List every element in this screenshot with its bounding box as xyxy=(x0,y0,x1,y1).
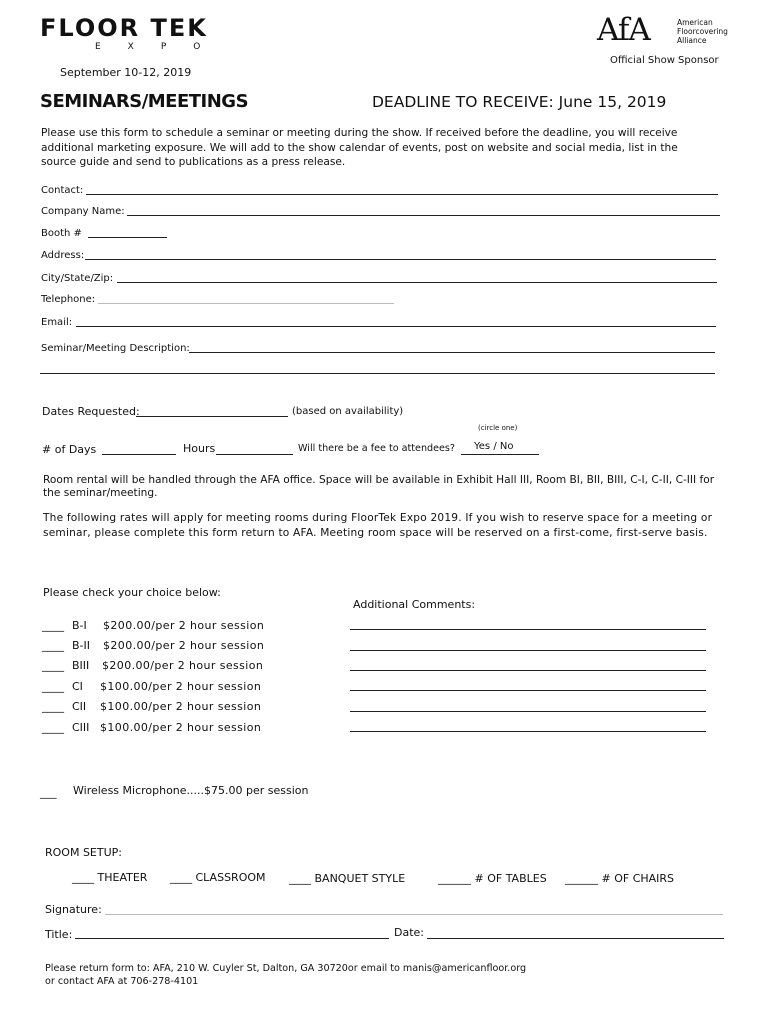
deadline: DEADLINE TO RECEIVE: June 15, 2019 xyxy=(372,93,667,111)
option-price: $100.00/per 2 hour session xyxy=(100,721,262,734)
dates-requested-label: Dates Requested: xyxy=(42,405,140,418)
official-sponsor-label: Official Show Sponsor xyxy=(610,55,719,66)
contact-label: Contact: xyxy=(41,185,84,196)
comments-line[interactable] xyxy=(350,711,706,712)
yes-no-underline xyxy=(461,454,539,455)
address-label: Address: xyxy=(41,250,85,261)
option-checkbox-blank[interactable]: ____ xyxy=(42,619,64,632)
intro-paragraph: Please use this form to schedule a seminar or meeting during the show. If received before the deadline, you will receive additional marketing exposure. We will add to the show calendar of events, post on website and social media, list in the source guide and send to publications as a press release. xyxy=(41,127,678,168)
choice-prompt: Please check your choice below: xyxy=(43,586,221,599)
fee-question: Will there be a fee to attendees? xyxy=(298,443,456,454)
afa-logo: AfA xyxy=(597,12,650,48)
contact-field[interactable] xyxy=(86,194,718,195)
option-checkbox-blank[interactable]: ____ xyxy=(42,639,64,652)
yes-no-choice[interactable]: Yes / No xyxy=(474,441,514,452)
microphone-option: Wireless Microphone.....$75.00 per session xyxy=(73,784,309,797)
circle-one-note: (circle one) xyxy=(478,424,518,432)
setup-classroom[interactable]: ____ CLASSROOM xyxy=(170,871,266,884)
setup-chairs[interactable]: ______ # OF CHAIRS xyxy=(565,872,675,885)
option-price: $200.00/per 2 hour session xyxy=(103,639,265,652)
num-days-label: # of Days xyxy=(42,443,97,456)
date-label: Date: xyxy=(394,926,424,939)
num-days-field[interactable] xyxy=(102,454,176,455)
floortek-logo: FLOOR TEK xyxy=(40,14,208,42)
date-field[interactable] xyxy=(427,938,724,939)
page-title: SEMINARS/MEETINGS xyxy=(40,91,249,112)
description-field-line-2[interactable] xyxy=(40,373,715,374)
option-code: CIII xyxy=(72,721,90,734)
footer-line-2: or contact AFA at 706-278-4101 xyxy=(45,976,199,987)
company-label: Company Name: xyxy=(41,206,125,217)
description-field[interactable] xyxy=(189,352,715,353)
option-checkbox-blank[interactable]: ____ xyxy=(42,680,64,693)
afa-logo-name: American Floorcovering Alliance xyxy=(677,18,728,45)
setup-theater[interactable]: ____ THEATER xyxy=(72,871,148,884)
signature-field[interactable] xyxy=(105,914,723,915)
comments-line[interactable] xyxy=(350,629,706,630)
dates-requested-field[interactable] xyxy=(136,416,288,417)
option-price: $100.00/per 2 hour session xyxy=(100,680,262,693)
additional-comments-label: Additional Comments: xyxy=(353,598,476,611)
telephone-field[interactable] xyxy=(98,303,394,304)
microphone-checkbox-blank[interactable]: ___ xyxy=(40,786,57,799)
option-code: CI xyxy=(72,680,83,693)
signature-label: Signature: xyxy=(45,903,102,916)
title-label: Title: xyxy=(45,928,73,941)
email-field[interactable] xyxy=(76,326,716,327)
comments-line[interactable] xyxy=(350,670,706,671)
option-checkbox-blank[interactable]: ____ xyxy=(42,700,64,713)
option-price: $100.00/per 2 hour session xyxy=(100,700,262,713)
hours-label: Hours xyxy=(183,442,216,455)
booth-field[interactable] xyxy=(88,237,167,238)
city-label: City/State/Zip: xyxy=(41,273,114,284)
comments-line[interactable] xyxy=(350,690,706,691)
rates-note: The following rates will apply for meeting rooms during FloorTek Expo 2019. If you wish to reserve space for a meeting or seminar, please complete this form return to AFA. Meeting room space will be reserved on a first-come, first-serve basis. xyxy=(43,512,713,539)
option-price: $200.00/per 2 hour session xyxy=(102,659,264,672)
title-field[interactable] xyxy=(75,938,389,939)
footer-line-1: Please return form to: AFA, 210 W. Cuyler St, Dalton, GA 30720or email to manis@americanfloor.org xyxy=(45,963,527,974)
option-code: B-II xyxy=(72,639,91,652)
city-field[interactable] xyxy=(117,282,717,283)
email-label: Email: xyxy=(41,317,73,328)
option-checkbox-blank[interactable]: ____ xyxy=(42,659,64,672)
option-code: B-I xyxy=(72,619,87,632)
setup-tables[interactable]: ______ # OF TABLES xyxy=(438,872,547,885)
option-checkbox-blank[interactable]: ____ xyxy=(42,721,64,734)
option-code: BIII xyxy=(72,659,90,672)
footer-return-instructions xyxy=(45,962,605,988)
setup-banquet[interactable]: ____ BANQUET STYLE xyxy=(289,872,406,885)
expo-logo-subtitle: EXPO xyxy=(95,42,228,52)
booth-label: Booth # xyxy=(41,228,82,239)
company-field[interactable] xyxy=(127,215,720,216)
show-dates: September 10-12, 2019 xyxy=(60,66,192,79)
option-price: $200.00/per 2 hour session xyxy=(103,619,265,632)
description-label: Seminar/Meeting Description: xyxy=(41,343,190,354)
telephone-label: Telephone: xyxy=(41,294,96,305)
room-setup-label: ROOM SETUP: xyxy=(45,846,122,859)
hours-field[interactable] xyxy=(216,454,293,455)
room-rental-note: Room rental will be handled through the AFA office. Space will be available in Exhibit Hall III, Room BI, BII, BIII, C-I, C-II, C-III for the seminar/meeting. xyxy=(43,474,715,499)
option-code: CII xyxy=(72,700,87,713)
availability-note: (based on availability) xyxy=(292,406,404,417)
address-field[interactable] xyxy=(85,259,716,260)
comments-line[interactable] xyxy=(350,650,706,651)
comments-line[interactable] xyxy=(350,731,706,732)
